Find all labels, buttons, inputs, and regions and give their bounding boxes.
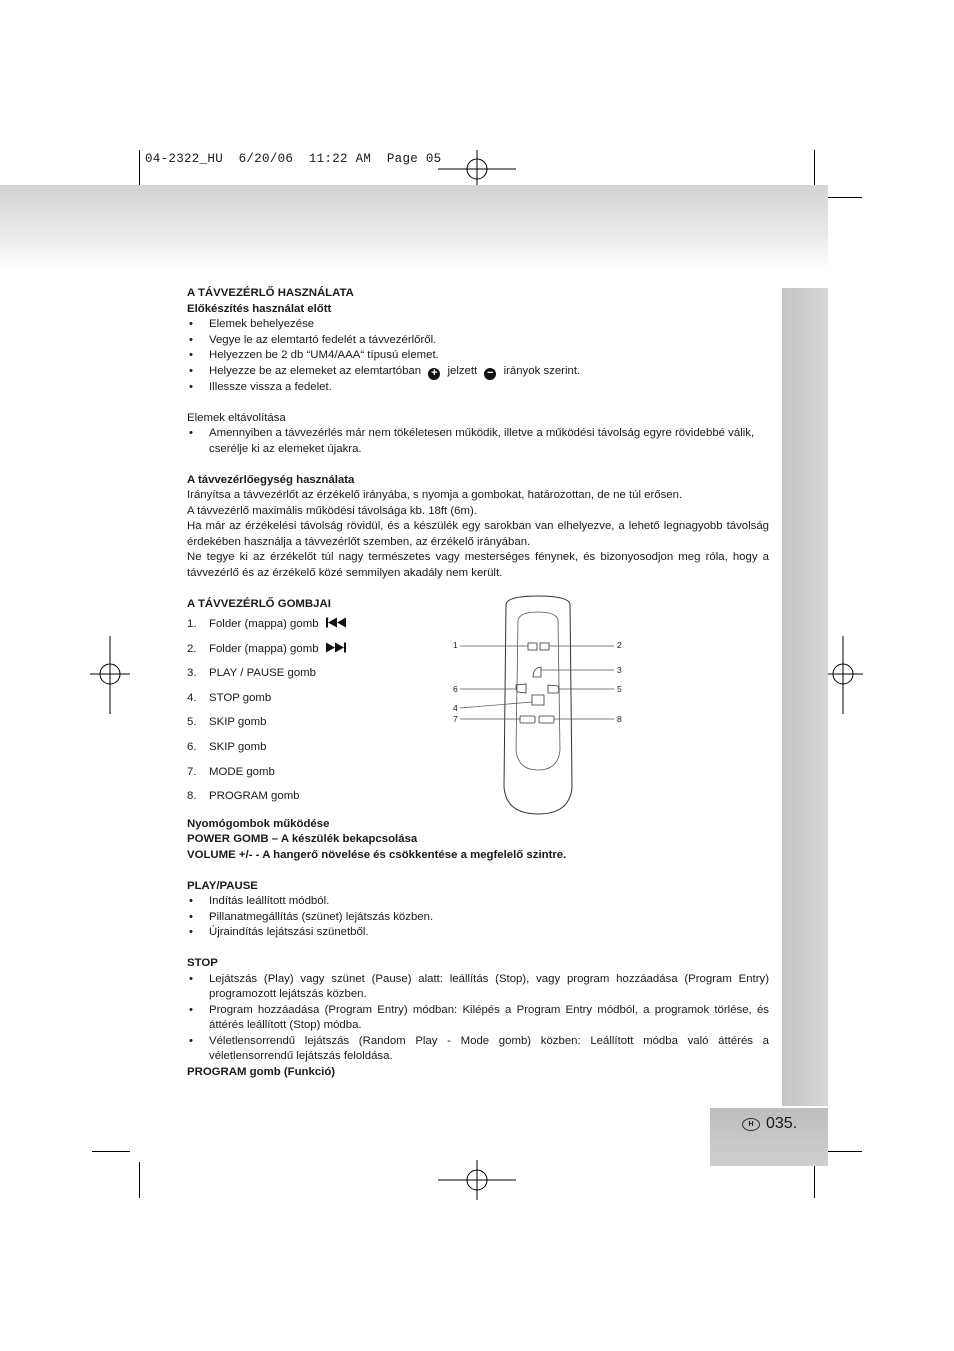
list-item: • Elemek behelyezése bbox=[187, 317, 769, 333]
callout-label: 3 bbox=[617, 665, 622, 675]
callout-label: 8 bbox=[617, 714, 622, 724]
section-title: STOP bbox=[187, 957, 218, 970]
remote-outline bbox=[450, 592, 630, 817]
paragraph: Irányítsa a távvezérlőt az érzékelő irányába, s nyomja a gombokat, határozottan, de ne túl erősen. bbox=[187, 489, 683, 501]
list-item bbox=[187, 364, 769, 380]
page-number: 035. bbox=[766, 1115, 798, 1132]
paragraph: A távvezérlő maximális működési távolsága kb. 18ft (6m). bbox=[187, 504, 477, 517]
section-title: A TÁVVEZÉRLŐ GOMBJAI bbox=[187, 597, 331, 610]
list-item: 5. SKIP gomb bbox=[187, 716, 267, 729]
print-slug: 04-2322_HU 6/20/06 11:22 AM Page 05 bbox=[145, 152, 442, 166]
volume-line: VOLUME +/- - A hangerő növelése és csökkentése a megfelelő szintre. bbox=[187, 848, 567, 861]
battery-steps bbox=[187, 317, 769, 395]
list-item: • Illessze vissza a fedelet. bbox=[187, 380, 769, 396]
list-item: 7. MODE gomb bbox=[187, 765, 275, 778]
callout-label: 4 bbox=[453, 703, 458, 713]
list-item: 6. SKIP gomb bbox=[187, 740, 267, 753]
callout-label: 1 bbox=[453, 640, 458, 650]
list-item: • Helyezzen be 2 db “UM4/AAA“ típusú elemet. bbox=[187, 348, 769, 364]
paragraph: Ha már az érzékelési távolság rövidül, és a készülék egy sarokban van elhelyezve, a lehető legnagyobb távolság érdekében használja a távvezérlőt szemben, az érzékelő irányában. bbox=[187, 520, 769, 548]
list-item: • Vegye le az elemtartó fedelét a távvezérlőről. bbox=[187, 333, 769, 349]
section-title: PLAY/PAUSE bbox=[187, 879, 258, 892]
polarity-text-mid: jelzett bbox=[447, 364, 478, 377]
list-item: • Újraindítás lejátszási szünetből. bbox=[187, 925, 769, 941]
registration-mark-right bbox=[823, 636, 863, 714]
list-item: • Lejátszás (Play) vagy szünet (Pause) alatt: leállítás (Stop), vagy program hozzáadása (Program Entry) programozott lejátszás közben. bbox=[187, 972, 769, 1003]
list-item: 4. STOP gomb bbox=[187, 691, 272, 704]
callout-label: 2 bbox=[617, 640, 622, 650]
list-item: • Indítás leállított módból. bbox=[187, 894, 769, 910]
power-line: POWER GOMB – A készülék bekapcsolása bbox=[187, 833, 418, 846]
section-title: PROGRAM gomb (Funkció) bbox=[187, 1065, 336, 1078]
skip-back-icon bbox=[326, 617, 348, 628]
callout-label: 5 bbox=[617, 684, 622, 694]
language-badge: H bbox=[742, 1118, 760, 1131]
side-band bbox=[782, 288, 828, 1106]
registration-mark-top bbox=[438, 150, 516, 190]
remote-control-diagram bbox=[450, 592, 630, 817]
list-item: • Program hozzáadása (Program Entry) módban: Kilépés a Program Entry módból, a programok törlése, és áttérés leállított (Stop) módba. bbox=[187, 1003, 769, 1034]
removal-title: Elemek eltávolítása bbox=[187, 411, 286, 424]
header-band bbox=[0, 185, 828, 270]
section-title: A TÁVVEZÉRLŐ HASZNÁLATA bbox=[187, 287, 354, 299]
section-title: A távvezérlőegység használata bbox=[187, 473, 355, 486]
callout-label: 6 bbox=[453, 684, 458, 694]
list-item: • Véletlensorrendű lejátszás (Random Play - Mode gomb) közben: Leállított módba való áttérés a véletlensorrendű lejátszás feloldása. bbox=[187, 1034, 769, 1065]
list-item: • Pillanatmegállítás (szünet) lejátszás közben. bbox=[187, 910, 769, 926]
list-item: 1. Folder (mappa) gomb bbox=[187, 616, 769, 641]
callout-label: 7 bbox=[453, 714, 458, 724]
section-subtitle: Előkészítés használat előtt bbox=[187, 302, 332, 315]
list-item: 3. PLAY / PAUSE gomb bbox=[187, 667, 316, 680]
list-item: 2. Folder (mappa) gomb bbox=[187, 641, 769, 666]
polarity-text-post: irányok szerint. bbox=[503, 364, 581, 377]
skip-forward-icon bbox=[326, 642, 348, 653]
page-number-tab bbox=[710, 1108, 828, 1166]
plus-icon: + bbox=[428, 368, 440, 380]
list-item: • Amennyiben a távvezérlés már nem tökéletesen működik, illetve a működési távolság egyre rövidebbé válik, cserélje ki az elemeket újakra. bbox=[187, 426, 769, 457]
registration-mark-bottom bbox=[438, 1160, 516, 1200]
list-item: 8. PROGRAM gomb bbox=[187, 790, 300, 803]
minus-icon: − bbox=[484, 368, 496, 380]
section-title: Nyomógombok működése bbox=[187, 817, 330, 830]
polarity-text-pre: Helyezze be az elemeket az elemtartóban bbox=[209, 364, 422, 377]
registration-mark-left bbox=[90, 636, 130, 714]
paragraph: Ne tegye ki az érzékelőt túl nagy természetes vagy mesterséges fénynek, és bizonyosodjon meg róla, hogy a távvezérlő és az érzékelő közé semmilyen akadály nem került. bbox=[187, 551, 769, 579]
